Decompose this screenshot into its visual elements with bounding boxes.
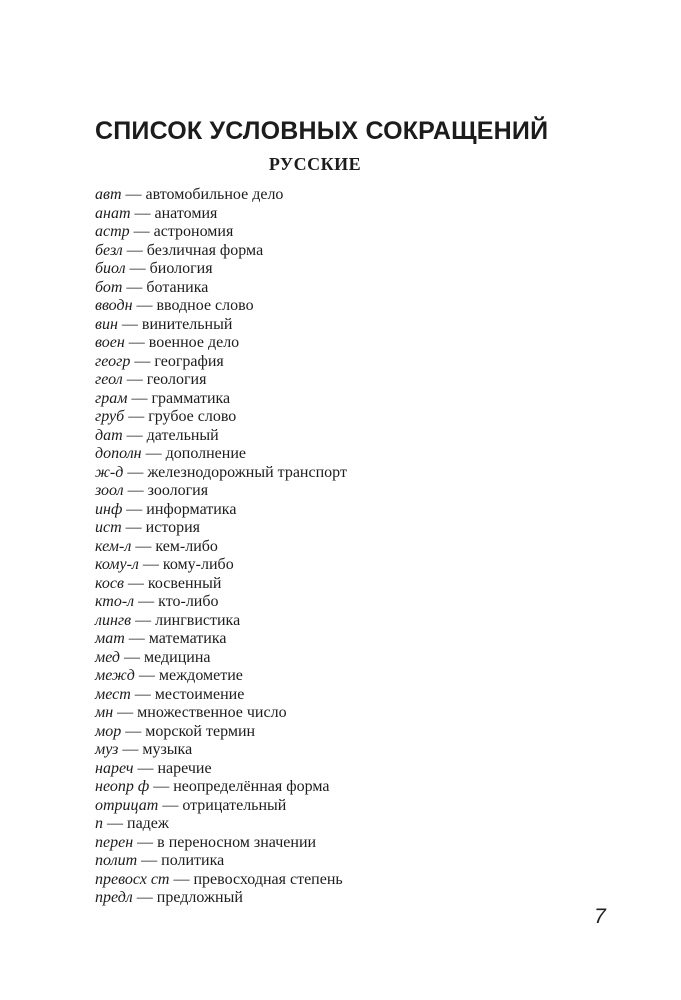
abbreviation-meaning: косвенный	[147, 574, 222, 592]
abbreviation-entry	[95, 556, 575, 575]
dash-separator: —	[131, 389, 148, 407]
abbreviation-meaning: вводное слово	[156, 297, 254, 314]
abbreviation-entry	[95, 501, 575, 520]
abbreviation-entry	[95, 889, 575, 908]
abbreviation-term: грам	[95, 389, 128, 407]
dash-separator: —	[138, 667, 155, 684]
abbreviation-term: геогр	[95, 352, 131, 370]
abbreviation-entry	[95, 778, 575, 797]
abbreviation-entry	[95, 704, 575, 723]
abbreviation-term: п	[95, 815, 103, 832]
abbreviation-meaning: музыка	[142, 741, 193, 758]
abbreviation-term: кем-л	[95, 537, 132, 555]
abbreviation-meaning: ботаника	[146, 278, 209, 296]
dash-separator: —	[173, 870, 190, 888]
abbreviation-term: кому-л	[95, 556, 139, 573]
abbreviation-meaning: анатомия	[154, 204, 218, 222]
abbreviation-entry	[95, 390, 575, 409]
abbreviation-term: безл	[95, 241, 123, 259]
dash-separator: —	[126, 500, 143, 518]
dash-separator: —	[137, 833, 154, 851]
dash-separator: —	[127, 482, 144, 499]
abbreviation-entry	[95, 408, 575, 427]
abbreviation-entry	[95, 445, 575, 464]
dash-separator: —	[125, 186, 142, 203]
dash-separator: —	[124, 648, 141, 666]
abbreviation-term: анат	[95, 204, 131, 222]
abbreviation-entry	[95, 760, 575, 779]
abbreviation-term: нареч	[95, 759, 134, 777]
abbreviation-term: груб	[95, 408, 125, 425]
abbreviation-meaning: наречие	[157, 759, 212, 777]
dash-separator: —	[122, 741, 139, 758]
abbreviation-entry	[95, 667, 575, 686]
abbreviation-term: неопр ф	[95, 778, 150, 795]
abbreviation-term: биол	[95, 260, 126, 277]
abbreviation-meaning: кем-либо	[155, 537, 218, 555]
abbreviation-term: дат	[95, 426, 123, 444]
abbreviation-meaning: автомобильное дело	[145, 186, 284, 203]
abbreviation-term: ист	[95, 519, 122, 536]
abbreviation-term: воен	[95, 334, 125, 351]
dash-separator: —	[117, 704, 134, 721]
dash-separator: —	[107, 815, 123, 832]
dash-separator: —	[134, 352, 151, 370]
abbreviation-entry	[95, 852, 575, 871]
abbreviation-meaning: военное дело	[148, 334, 240, 351]
abbreviation-meaning: грубое слово	[148, 408, 237, 425]
dash-separator: —	[136, 889, 153, 906]
page-title: СПИСОК УСЛОВНЫХ СОКРАЩЕНИЙ	[95, 117, 549, 145]
abbreviation-term: бот	[95, 278, 123, 296]
dash-separator: —	[135, 611, 152, 629]
abbreviation-meaning: медицина	[144, 648, 211, 666]
dash-separator: —	[128, 408, 145, 425]
abbreviation-entry	[95, 371, 575, 390]
abbreviation-meaning: отрицательный	[182, 796, 287, 814]
abbreviation-entry	[95, 242, 575, 261]
abbreviation-meaning: астрономия	[153, 223, 234, 240]
dash-separator: —	[128, 334, 145, 351]
abbreviation-meaning: неопределённая форма	[173, 778, 330, 795]
abbreviation-entry	[95, 427, 575, 446]
abbreviation-entry	[95, 260, 575, 279]
abbreviation-entry	[95, 871, 575, 890]
abbreviation-entry	[95, 741, 575, 760]
abbreviation-meaning: морской термин	[145, 722, 256, 740]
dash-separator: —	[136, 297, 153, 314]
dash-separator: —	[125, 722, 142, 740]
dash-separator: —	[142, 556, 159, 573]
abbreviation-list	[95, 186, 575, 908]
dash-separator: —	[129, 260, 146, 277]
abbreviation-term: геол	[95, 371, 123, 388]
abbreviation-meaning: история	[145, 519, 201, 536]
abbreviation-term: дополн	[95, 445, 142, 462]
abbreviation-term: вводн	[95, 297, 133, 314]
abbreviation-entry	[95, 205, 575, 224]
abbreviation-meaning: дательный	[146, 426, 219, 444]
dash-separator: —	[153, 778, 170, 795]
abbreviation-entry	[95, 797, 575, 816]
dash-separator: —	[126, 426, 143, 444]
abbreviation-meaning: превосходная степень	[193, 870, 343, 888]
abbreviation-entry	[95, 279, 575, 298]
abbreviation-term: полит	[95, 852, 138, 869]
abbreviation-entry	[95, 353, 575, 372]
abbreviation-term: мн	[95, 704, 114, 721]
abbreviation-entry	[95, 723, 575, 742]
abbreviation-term: лингв	[95, 611, 132, 629]
dash-separator: —	[126, 371, 143, 388]
abbreviation-entry	[95, 186, 575, 205]
abbreviation-term: предл	[95, 889, 133, 906]
abbreviation-meaning: предложный	[156, 889, 243, 906]
abbreviation-term: зоол	[95, 482, 124, 499]
abbreviation-entry	[95, 834, 575, 853]
abbreviation-term: вин	[95, 315, 118, 333]
abbreviation-entry	[95, 575, 575, 594]
abbreviation-term: ж-д	[95, 463, 124, 481]
dash-separator: —	[145, 445, 162, 462]
abbreviation-term: кто-л	[95, 593, 135, 610]
abbreviation-term: межд	[95, 667, 135, 684]
abbreviation-meaning: зоология	[147, 482, 209, 499]
abbreviation-meaning: математика	[148, 630, 227, 647]
dash-separator: —	[137, 759, 154, 777]
abbreviation-meaning: междометие	[158, 667, 243, 684]
abbreviation-term: авт	[95, 186, 122, 203]
dash-separator: —	[127, 463, 144, 481]
abbreviation-entry	[95, 593, 575, 612]
abbreviation-entry	[95, 519, 575, 538]
abbreviation-meaning: политика	[161, 852, 225, 869]
abbreviation-meaning: безличная форма	[146, 241, 264, 259]
dash-separator: —	[128, 630, 145, 647]
abbreviation-term: косв	[95, 574, 124, 592]
abbreviation-entry	[95, 316, 575, 335]
abbreviation-entry	[95, 686, 575, 705]
abbreviation-meaning: информатика	[146, 500, 237, 518]
abbreviation-meaning: местоимение	[154, 685, 245, 703]
abbreviation-term: перен	[95, 833, 134, 851]
abbreviation-meaning: множественное число	[137, 704, 287, 721]
abbreviation-entry	[95, 297, 575, 316]
dash-separator: —	[127, 574, 144, 592]
dash-separator: —	[121, 315, 138, 333]
abbreviation-term: мор	[95, 722, 122, 740]
abbreviation-meaning: в переносном значении	[157, 833, 317, 851]
abbreviation-entry	[95, 223, 575, 242]
abbreviation-entry	[95, 815, 575, 834]
dash-separator: —	[125, 519, 142, 536]
abbreviation-entry	[95, 334, 575, 353]
abbreviation-entry	[95, 538, 575, 557]
abbreviation-entry	[95, 612, 575, 631]
page-number: 7	[594, 905, 606, 928]
abbreviation-meaning: кто-либо	[158, 593, 219, 610]
abbreviation-meaning: винительный	[141, 315, 233, 333]
abbreviation-term: превосх ст	[95, 870, 170, 888]
dash-separator: —	[138, 593, 155, 610]
abbreviation-entry	[95, 482, 575, 501]
abbreviation-term: мед	[95, 648, 121, 666]
abbreviation-meaning: грамматика	[151, 389, 231, 407]
abbreviation-term: муз	[95, 741, 119, 758]
dash-separator: —	[133, 223, 150, 240]
dash-separator: —	[135, 537, 152, 555]
abbreviation-entry	[95, 630, 575, 649]
abbreviation-term: астр	[95, 223, 130, 240]
abbreviation-meaning: биология	[149, 260, 213, 277]
abbreviation-meaning: лингвистика	[155, 611, 241, 629]
abbreviation-meaning: геология	[146, 371, 207, 388]
dash-separator: —	[162, 796, 179, 814]
abbreviation-entry	[95, 649, 575, 668]
dash-separator: —	[141, 852, 158, 869]
abbreviation-entry	[95, 464, 575, 483]
abbreviation-meaning: кому-либо	[162, 556, 234, 573]
abbreviation-meaning: география	[154, 352, 224, 370]
abbreviation-meaning: дополнение	[165, 445, 246, 462]
abbreviation-meaning: падеж	[127, 815, 169, 832]
abbreviation-term: отрицат	[95, 796, 159, 814]
abbreviation-term: мест	[95, 685, 131, 703]
abbreviation-term: инф	[95, 500, 123, 518]
dash-separator: —	[126, 241, 143, 259]
dash-separator: —	[126, 278, 143, 296]
section-subtitle: РУССКИЕ	[268, 154, 362, 174]
dash-separator: —	[134, 204, 151, 222]
abbreviation-meaning: железнодорожный транспорт	[147, 463, 347, 481]
abbreviation-term: мат	[95, 630, 125, 647]
dash-separator: —	[134, 685, 151, 703]
